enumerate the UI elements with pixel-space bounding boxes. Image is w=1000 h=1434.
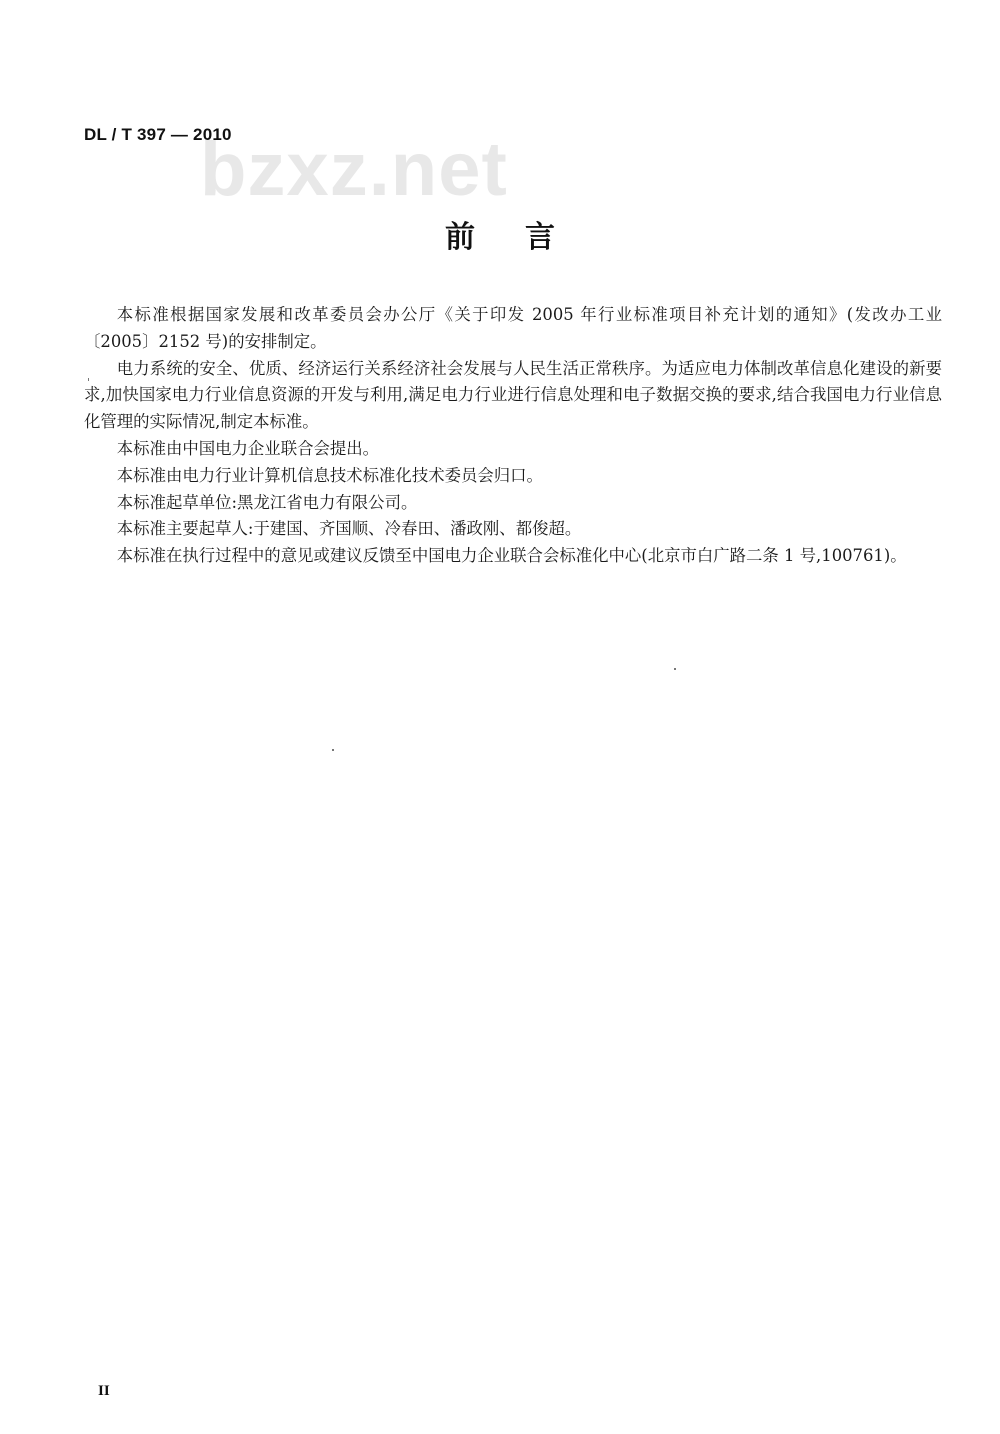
paragraph-plan-basis: 本标准根据国家发展和改革委员会办公厅《关于印发 2005 年行业标准项目补充计划的通知》(发改办工业〔2005〕2152 号)的安排制定。 bbox=[84, 305, 942, 351]
scan-speck bbox=[332, 749, 334, 751]
paragraph-purpose: 电力系统的安全、优质、经济运行关系经济社会发展与人民生活正常秩序。为适应电力体制改革信息化建设的新要求,加快国家电力行业信息资源的开发与利用,满足电力行业进行信息处理和电子数据交换的要求,结合我国电力行业信息化管理的实际情况,制定本标准。 bbox=[84, 358, 942, 432]
paragraph-drafters: 本标准主要起草人:于建国、齐国顺、冷春田、潘政刚、都俊超。 bbox=[116, 519, 582, 539]
section-title: 前言 bbox=[445, 220, 605, 255]
paragraph-administrator: 本标准由电力行业计算机信息技术标准化技术委员会归口。 bbox=[116, 465, 543, 485]
scan-speck bbox=[88, 378, 89, 381]
standard-code: DL / T 397 — 2010 bbox=[84, 125, 232, 144]
paragraph-drafting-unit: 本标准起草单位:黑龙江省电力有限公司。 bbox=[116, 492, 418, 512]
paragraph-feedback: 本标准在执行过程中的意见或建议反馈至中国电力企业联合会标准化中心(北京市白广路二条 1 号,100761)。 bbox=[116, 546, 907, 566]
scan-speck bbox=[674, 668, 676, 670]
page-number: II bbox=[98, 1383, 110, 1399]
foreword-body bbox=[84, 302, 942, 570]
paragraph-proposer: 本标准由中国电力企业联合会提出。 bbox=[116, 438, 380, 458]
watermark: bzxz.net bbox=[200, 127, 508, 212]
